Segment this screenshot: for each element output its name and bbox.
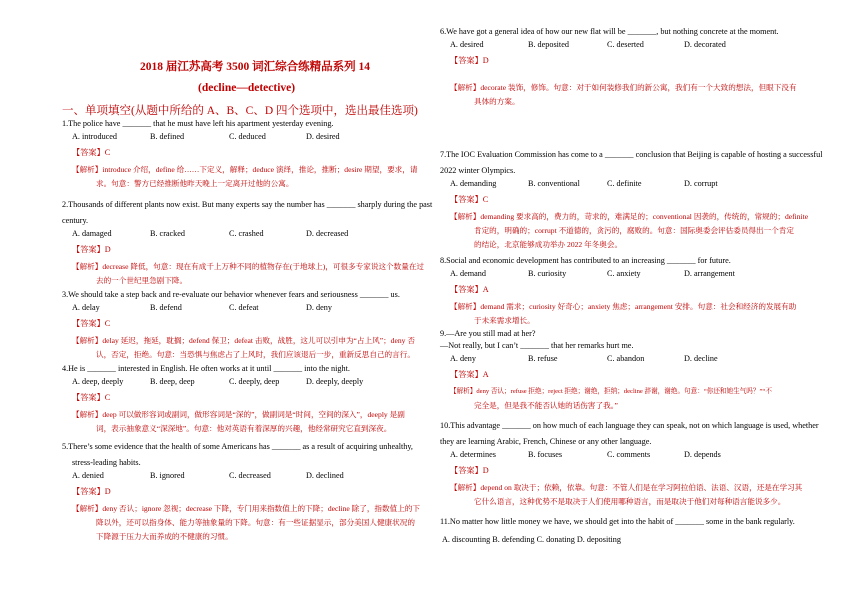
answer: 【答案】C [72, 148, 111, 157]
options-row [72, 470, 434, 482]
option-d: D. declined [306, 471, 344, 480]
explanation-line: 【解析】demand 需求；curiosity 好奇心；anxiety 焦虑；arrangement 安排。句意：社会和经济的发展有助 [450, 302, 797, 311]
question-stem [440, 420, 819, 448]
explanation [72, 502, 434, 544]
option-d: D. desired [306, 132, 340, 141]
stem-line: 2022 winter Olympics. [440, 166, 516, 175]
option-b: B. curiosity [528, 269, 567, 278]
option-d: D. deeply, deeply [306, 377, 364, 386]
stem-line: 1.The police have _______ that he must have left his apartment yesterday evening. [62, 119, 334, 128]
answer: 【答案】D [72, 245, 111, 254]
option-b: B. refuse [528, 354, 558, 363]
question-stem [440, 255, 810, 267]
option-c: C. comments [607, 450, 651, 459]
options-inline: A. discounting B. defending C. donating D. depositing [442, 535, 621, 544]
option-d: D. decline [684, 354, 718, 363]
option-b: B. defined [150, 132, 185, 141]
options-row [450, 353, 810, 365]
explanation-line: 【解析】depend on 取决于；依赖，依靠。句意：不管人们是在学习阿拉伯语、法语、汉语，还是在学习其 [450, 483, 803, 492]
options-row [450, 449, 810, 461]
explanation-line: 【解析】deep 可以做形容词或副词，做形容词是“深的”，做副词是“时间，空间的深入”，deeply 是副 [72, 410, 405, 419]
explanation-line: 具体的方案。 [474, 97, 520, 106]
question-stem [440, 26, 810, 38]
explanation-line: 【解析】deny 否认；ignore 忽视；decrease 下降，专门用来指数值上的下降；decline 除了，指数值上的下 [72, 504, 420, 513]
option-c: C. deserted [607, 40, 644, 49]
option-a: A. denied [72, 471, 104, 480]
options-row [450, 178, 810, 190]
stem-line: 7.The IOC Evaluation Commission has come to a _______ conclusion that Beijing is capable of hosting a successful [440, 150, 823, 159]
question-11 [440, 516, 810, 546]
option-a: A. damaged [72, 229, 112, 238]
explanation [72, 163, 434, 191]
option-a: A. deny [450, 354, 476, 363]
explanation-line: 认，否定，拒绝。句意：当恐惧与焦虑占了上风时，我们应该退后一步，重新反思自己的言行。 [96, 350, 415, 359]
explanation [450, 81, 810, 109]
explanation-line: 词，表示抽象意义“深深地”。句意：他对英语有着深厚的兴趣，他经常研究它直到深夜。 [96, 424, 392, 433]
stem-line: 3.We should take a step back and re-evaluate our behavior whenever fears and seriousness _______ us. [62, 290, 400, 299]
options-row [72, 376, 434, 388]
option-d: D. deny [306, 303, 332, 312]
option-b: B. deposited [528, 40, 569, 49]
answer: 【答案】C [72, 393, 111, 402]
explanation-line: 求。句意：警方已经推断他昨天晚上一定离开过他的公寓。 [96, 179, 294, 188]
option-b: B. focuses [528, 450, 563, 459]
option-c: C. deduced [229, 132, 266, 141]
explanation-line: 它什么语言，这种优势不是取决于人们使用哪种语言，而是取决于他们对每种语言能说多少。 [474, 497, 786, 506]
stem-line: 8.Social and economic development has contributed to an increasing _______ for future. [440, 256, 731, 265]
explanation [450, 300, 810, 328]
explanation [450, 385, 810, 413]
option-a: A. introduced [72, 132, 118, 141]
explanation [450, 210, 810, 252]
explanation [72, 334, 434, 362]
question-10 [440, 420, 819, 509]
question-1 [62, 118, 434, 191]
explanation-line: 【解析】decrease 降低，句意：现在有成千上万种不同的植物存在(于地球上)，可很多专家说这个数量在过 [72, 262, 425, 271]
option-c: C. defeat [229, 303, 259, 312]
option-d: D. corrupt [684, 179, 718, 188]
worksheet-subtitle: (decline—detective) [198, 82, 296, 94]
explanation-line: 【解析】decorate 装饰，修饰。句意：对于如何装修我们的新公寓，我们有一个大致的想法，但眼下没有 [450, 83, 797, 92]
answer: 【答案】D [450, 56, 489, 65]
options-row [72, 228, 434, 240]
option-b: B. conventional [528, 179, 580, 188]
option-a: A. determines [450, 450, 496, 459]
question-stem [62, 441, 434, 469]
option-a: A. desired [450, 40, 484, 49]
explanation-line: 的结论，北京能够成功举办 2022 年冬奥会。 [474, 240, 623, 249]
option-a: A. delay [72, 303, 100, 312]
question-stem [62, 118, 434, 130]
options-row [450, 268, 810, 280]
stem-line: —Not really, but I can’t _______ that her remarks hurt me. [440, 341, 634, 350]
answer: 【答案】A [450, 370, 489, 379]
explanation [72, 408, 434, 436]
explanation-line: 降以外，还可以指身体、能力等抽象量的下降。句意：有一些证据显示，部分美国人健康状况的 [96, 518, 415, 527]
explanation-line: 于未来需求增长。 [474, 316, 535, 325]
option-c: C. deeply, deep [229, 377, 280, 386]
option-d: D. depends [684, 450, 721, 459]
question-stem [62, 199, 434, 227]
answer: 【答案】A [450, 285, 489, 294]
question-9 [440, 328, 810, 413]
explanation-line: 下降源于压力大而养成的不健康的习惯。 [96, 532, 233, 541]
explanation [450, 481, 810, 509]
option-d: D. decreased [306, 229, 349, 238]
question-4 [62, 363, 434, 436]
stem-line: they are learning Arabic, French, Chinese or any other language. [440, 437, 652, 446]
option-c: C. abandon [607, 354, 645, 363]
explanation-line: 【解析】demanding 要求高的，费力的，苛求的，难满足的；conventional 因袭的，传统的，常规的；definite [450, 212, 809, 221]
stem-line: 5.There’s some evidence that the health of some Americans has _______ as a result of acquiring unhealthy, [62, 442, 413, 451]
stem-line: 10.This advantage _______ on how much of each language they can speak, not on which language is used, whether [440, 421, 819, 430]
explanation-line: 去的一个世纪里急剧下降。 [96, 276, 188, 285]
question-5 [62, 441, 434, 544]
question-stem [440, 149, 823, 177]
option-c: C. definite [607, 179, 642, 188]
question-stem [440, 516, 810, 528]
answer: 【答案】C [72, 319, 111, 328]
question-stem [440, 328, 810, 352]
stem-line: 4.He is _______ interested in English. He often works at it until _______ into the night. [62, 364, 350, 373]
option-c: C. crashed [229, 229, 264, 238]
question-7 [440, 149, 823, 252]
answer: 【答案】D [450, 466, 489, 475]
question-8 [440, 255, 810, 328]
options-row [72, 302, 434, 314]
option-c: C. decreased [229, 471, 271, 480]
explanation-line: 完全是，但是我不能否认她的话伤害了我。” [474, 401, 618, 410]
explanation-line: 【解析】delay 延迟，拖延，耽搁；defend 保卫；defeat 击败，战胜，这儿可以引申为“占上风”；deny 否 [72, 336, 415, 345]
stem-line: 9.—Are you still mad at her? [440, 329, 536, 338]
option-b: B. deep, deep [150, 377, 195, 386]
section-heading: 一、单项填空(从题中所给的 A、B、C、D 四个选项中，选出最佳选项) [62, 105, 418, 117]
question-3 [62, 289, 434, 362]
option-b: B. ignored [150, 471, 185, 480]
option-a: A. deep, deeply [72, 377, 124, 386]
option-a: A. demanding [450, 179, 497, 188]
stem-line: stress-leading habits. [72, 458, 141, 467]
stem-line: 6.We have got a general idea of how our new flat will be _______, but nothing concrete at the moment. [440, 27, 779, 36]
option-b: B. cracked [150, 229, 186, 238]
answer: 【答案】D [72, 487, 111, 496]
options-row [72, 131, 434, 143]
explanation-line: 【解析】deny 否认；refuse 拒绝；reject 拒绝；谢绝，拒纳；decline 辞谢，谢绝。句意：“你还和她生气吗？”“不 [450, 388, 772, 395]
options-row [450, 39, 810, 51]
explanation [72, 260, 434, 288]
explanation-line: 【解析】introduce 介绍，define 给……下定义，解释；deduce 演绎，推论，推断；desire 期望，要求，请 [72, 165, 418, 174]
question-stem [62, 363, 434, 375]
question-6 [440, 26, 810, 109]
option-b: B. defend [150, 303, 182, 312]
option-c: C. anxiety [607, 269, 641, 278]
explanation-line: 肯定的，明确的；corrupt 不道德的，贪污的，腐败的。句意：国际奥委会评估委员得出一个肯定 [474, 226, 794, 235]
question-stem [62, 289, 434, 301]
question-2 [62, 199, 434, 288]
option-d: D. arrangement [684, 269, 735, 278]
option-a: A. demand [450, 269, 486, 278]
stem-line: 11.No matter how little money we have, we should get into the habit of _______ some in the bank regularly. [440, 517, 795, 526]
option-d: D. decorated [684, 40, 726, 49]
stem-line: 2.Thousands of different plants now exist. But many experts say the number has _______ sharply during the past [62, 200, 433, 209]
stem-line: century. [62, 216, 89, 225]
answer: 【答案】C [450, 195, 489, 204]
worksheet-title: 2018 届江苏高考 3500 词汇综合练精品系列 14 [140, 61, 370, 73]
